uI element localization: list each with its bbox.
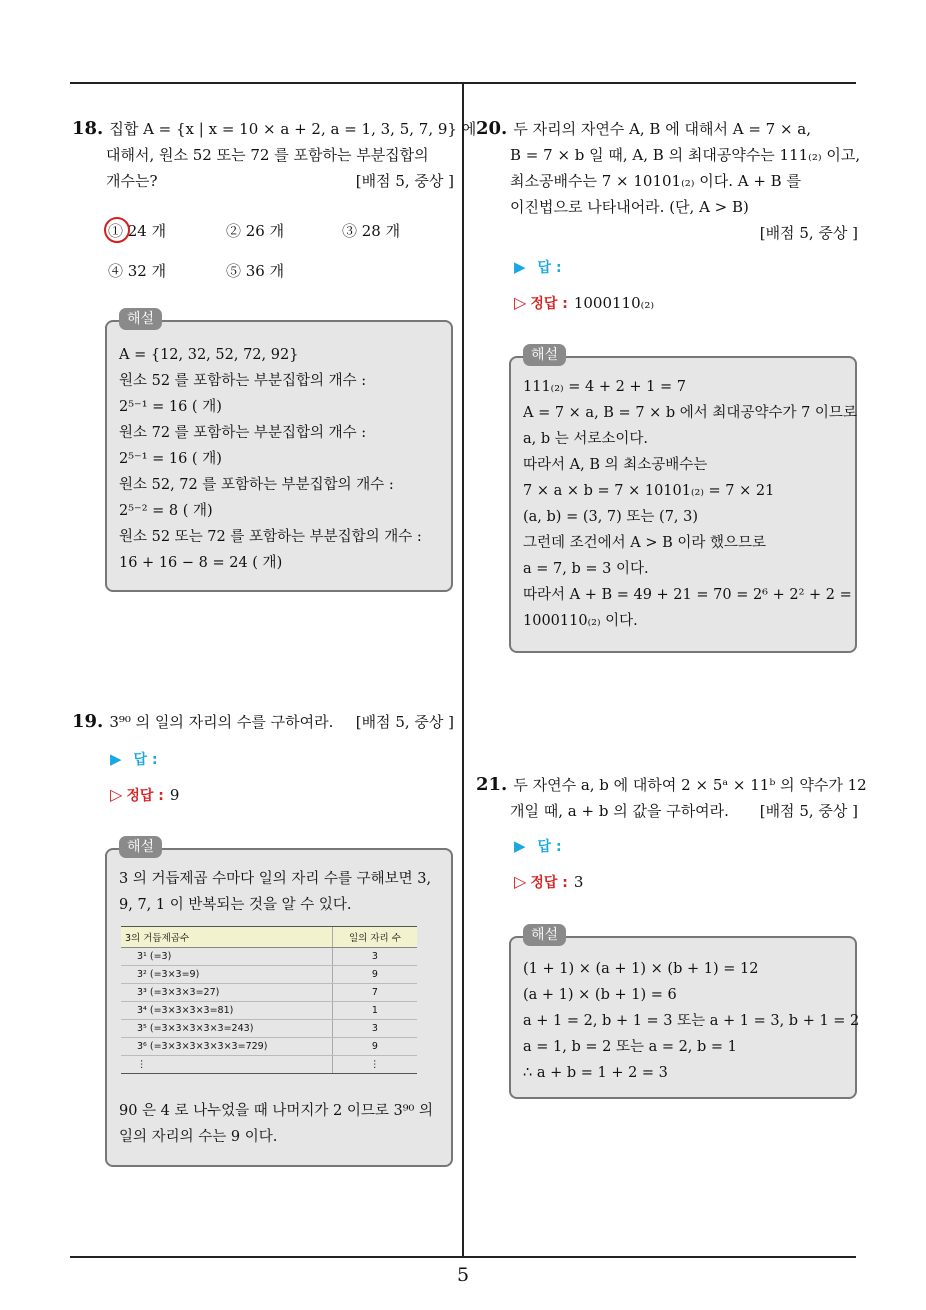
problem-21: [476, 772, 867, 824]
solution-line: 원소 52, 72 를 포함하는 부분집합의 개수 :: [119, 477, 394, 493]
choice-4[interactable]: ④ 32 개: [108, 262, 167, 280]
score-label: [배점 5, 중상 ]: [355, 713, 454, 731]
answer-field-20[interactable]: ▶ 답 :: [514, 258, 562, 276]
table-row: 3¹ (=3) 3: [121, 948, 417, 966]
problem-number: 19.: [72, 711, 104, 732]
solution-line: a + 1 = 2, b + 1 = 3 또는 a + 1 = 3, b + 1 = 2: [523, 1013, 860, 1029]
solution-line: 원소 72 를 포함하는 부분집합의 개수 :: [119, 425, 367, 441]
answer-field-21[interactable]: ▶ 답 :: [514, 837, 562, 855]
solution-line: 1000110₍₂₎ 이다.: [523, 613, 638, 629]
score-label: [배점 5, 중상 ]: [355, 172, 454, 190]
solution-box-20: [509, 347, 857, 653]
correct-answer-21: ▷ 정답 : 3: [514, 872, 584, 891]
play-icon: ▶: [514, 837, 526, 855]
solution-line: 원소 52 를 포함하는 부분집합의 개수 :: [119, 373, 367, 389]
choice-1[interactable]: ① 24 개: [108, 220, 166, 241]
solution-tab: 해설: [523, 344, 566, 366]
question-line: 개수는?: [106, 172, 158, 190]
page-number: 5: [456, 1264, 470, 1286]
question-line: 개일 때, a + b 의 값을 구하여라.: [510, 802, 729, 820]
solution-line: a = 7, b = 3 이다.: [523, 561, 649, 577]
powers-table: [121, 926, 417, 1074]
solution-line: 따라서 A, B 의 최소공배수는: [523, 457, 708, 473]
score-label: [배점 5, 중상 ]: [759, 224, 858, 242]
answer-circle-mark: [104, 217, 130, 243]
choice-3[interactable]: ③ 28 개: [342, 222, 401, 240]
table-row: 3⁵ (=3×3×3×3×3=243) 3: [121, 1020, 417, 1038]
problem-19: [72, 709, 454, 735]
score-label: [배점 5, 중상 ]: [759, 802, 858, 820]
question-line: 대해서, 원소 52 또는 72 를 포함하는 부분집합의: [106, 146, 429, 164]
question-line: 두 자연수 a, b 에 대하여 2 × 5ᵃ × 11ᵇ 의 약수가 12: [513, 776, 867, 794]
correct-answer-19: ▷ 정답 : 9: [110, 785, 180, 804]
solution-box-19: [105, 839, 453, 1167]
correct-value: 3: [573, 873, 584, 891]
solution-box-21: [509, 927, 860, 1099]
problem-number: 18.: [72, 118, 104, 139]
table-row: 3³ (=3×3×3=27) 7: [121, 984, 417, 1002]
question-line: 두 자리의 자연수 A, B 에 대해서 A = 7 × a,: [513, 120, 812, 138]
solution-line: a, b 는 서로소이다.: [523, 431, 649, 447]
choice-5[interactable]: ⑤ 36 개: [226, 262, 285, 280]
solution-line: 2⁵⁻¹ = 16 ( 개): [119, 399, 222, 415]
question-line: 집합 A = {x | x = 10 × a + 2, a = 1, 3, 5, 7, 9} 에: [109, 120, 477, 138]
question-line: 이진법으로 나타내어라. (단, A > B): [510, 198, 749, 216]
question-line: B = 7 × b 일 때, A, B 의 최대공약수는 111₍₂₎ 이고,: [510, 146, 861, 164]
table-row: 3⁶ (=3×3×3×3×3×3=729) 9: [121, 1038, 417, 1056]
problem-20: [476, 116, 861, 246]
solution-line: 111₍₂₎ = 4 + 2 + 1 = 7: [523, 379, 686, 395]
solution-line: ∴ a + b = 1 + 2 = 3: [523, 1065, 668, 1081]
solution-tab: 해설: [119, 308, 162, 330]
solution-box-18: [105, 311, 453, 592]
problem-number: 20.: [476, 118, 508, 139]
solution-line: 16 + 16 − 8 = 24 ( 개): [119, 555, 283, 571]
solution-line: (a + 1) × (b + 1) = 6: [523, 987, 677, 1003]
question-line: 3⁹⁰ 의 일의 자리의 수를 구하여라.: [109, 713, 334, 731]
bottom-rule: [70, 1256, 856, 1258]
question-line: 최소공배수는 7 × 10101₍₂₎ 이다. A + B 를: [510, 172, 801, 190]
table-row: 3² (=3×3=9) 9: [121, 966, 417, 984]
triangle-icon: ▷: [514, 872, 527, 891]
play-icon: ▶: [110, 750, 122, 768]
play-icon: ▶: [514, 258, 526, 276]
table-header: 일의 자리 수: [332, 927, 417, 948]
correct-answer-20: ▷ 정답 : 1000110₍₂₎: [514, 293, 655, 312]
solution-line: 따라서 A + B = 49 + 21 = 70 = 2⁶ + 2² + 2 =: [523, 587, 852, 603]
solution-line: a = 1, b = 2 또는 a = 2, b = 1: [523, 1039, 737, 1055]
solution-line: (a, b) = (3, 7) 또는 (7, 3): [523, 509, 699, 525]
solution-line: 3 의 거듭제곱 수마다 일의 자리 수를 구해보면 3,: [119, 871, 432, 887]
choices-18: [108, 220, 448, 280]
column-divider: [462, 82, 464, 1258]
correct-value: 1000110₍₂₎: [573, 294, 655, 312]
problem-18: [72, 116, 477, 194]
answer-field-19[interactable]: ▶ 답 :: [110, 750, 158, 768]
triangle-icon: ▷: [110, 785, 123, 804]
solution-line: 90 은 4 로 나누었을 때 나머지가 2 이므로 3⁹⁰ 의: [119, 1103, 433, 1119]
solution-line: 일의 자리의 수는 9 이다.: [119, 1129, 278, 1145]
solution-tab: 해설: [119, 836, 162, 858]
triangle-icon: ▷: [514, 293, 527, 312]
solution-line: A = 7 × a, B = 7 × b 에서 최대공약수가 7 이므로: [523, 405, 857, 421]
solution-line: 9, 7, 1 이 반복되는 것을 알 수 있다.: [119, 897, 352, 913]
solution-line: 2⁵⁻² = 8 ( 개): [119, 503, 213, 519]
solution-line: 7 × a × b = 7 × 10101₍₂₎ = 7 × 21: [523, 483, 775, 499]
solution-line: 그런데 조건에서 A > B 이라 했으므로: [523, 535, 767, 551]
table-header: 3의 거듭제곱수: [121, 927, 332, 948]
choice-2[interactable]: ② 26 개: [226, 222, 285, 240]
solution-line: A = {12, 32, 52, 72, 92}: [119, 347, 299, 363]
table-row: ⋮ ⋮: [121, 1056, 417, 1074]
correct-value: 9: [169, 786, 180, 804]
solution-line: 원소 52 또는 72 를 포함하는 부분집합의 개수 :: [119, 529, 422, 545]
solution-tab: 해설: [523, 924, 566, 946]
solution-line: (1 + 1) × (a + 1) × (b + 1) = 12: [523, 961, 759, 977]
table-row: 3⁴ (=3×3×3×3=81) 1: [121, 1002, 417, 1020]
problem-number: 21.: [476, 774, 508, 795]
solution-line: 2⁵⁻¹ = 16 ( 개): [119, 451, 222, 467]
